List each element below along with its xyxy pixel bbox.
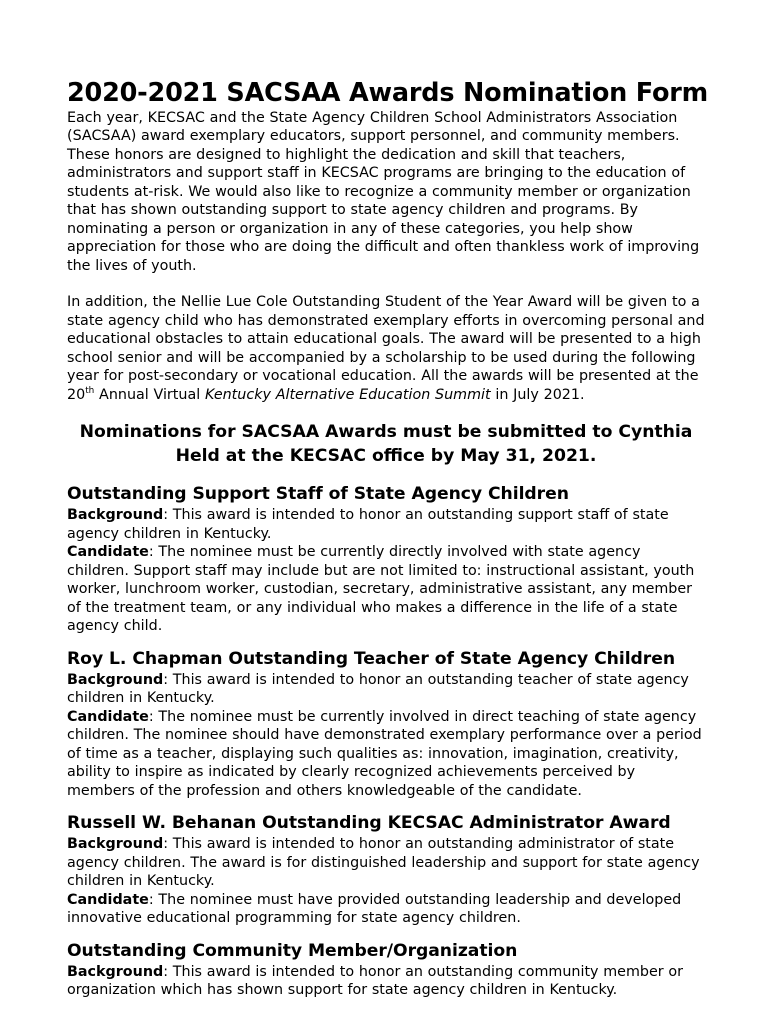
second-paragraph-part2: Annual Virtual	[94, 386, 205, 403]
award-spacer	[67, 800, 705, 813]
candidate-label: Candidate	[67, 544, 149, 561]
candidate-text: : The nominee must be currently directly involved with state agency children. Support staff may include but are not limited to: instructional assistant, youth worker, lunchroom worker, custodian, secretary, administrative assistant, any member of the treatment team, or any individual who makes a difference in the life of a state agency child.	[67, 544, 695, 635]
intro-paragraph: Each year, KECSAC and the State Agency Children School Administrators Association (SACSAA) award exemplary educators, support personnel, and community members. These honors are designed to highlight the dedication and skill that teachers, administrators and support staff in KECSAC programs are bringing to the education of students at-risk. We would also like to recognize a community member or organization that has shown outstanding support to state agency children and programs. By nominating a person or organization in any of these categories, you help show appreciation for those who are doing the difficult and often thankless work of improving the lives of youth.	[67, 109, 700, 274]
background-label: Background	[67, 671, 164, 688]
award-heading: Outstanding Community Member/Organization	[67, 940, 518, 961]
award-background	[67, 671, 705, 708]
callout-spacer-top	[67, 404, 705, 420]
candidate-text: : The nominee must have provided outstanding leadership and developed innovative educational programming for state agency children.	[67, 891, 682, 927]
award-section-community-member	[67, 941, 705, 1000]
award-candidate	[67, 891, 705, 928]
award-heading: Outstanding Support Staff of State Agency Children	[67, 484, 569, 505]
award-background	[67, 835, 705, 891]
second-paragraph-part3: in July 2021.	[490, 386, 585, 403]
page-title: 2020-2021 SACSAA Awards Nomination Form	[67, 78, 709, 108]
background-label: Background	[67, 507, 164, 524]
background-label: Background	[67, 963, 164, 980]
award-background	[67, 963, 705, 1000]
background-text: : This award is intended to honor an outstanding community member or organization which has shown support for state agency children in Kentucky.	[67, 963, 684, 999]
award-section-teacher	[67, 649, 705, 801]
summit-title: Kentucky Alternative Education Summit	[204, 386, 491, 403]
award-background	[67, 506, 705, 543]
second-paragraph	[67, 293, 705, 404]
background-text: : This award is intended to honor an outstanding support staff of state agency children in Kentucky.	[67, 507, 669, 542]
award-section-support-staff	[67, 484, 705, 636]
second-paragraph-part1: In addition, the Nellie Lue Cole Outstanding Student of the Year Award will be given to a state agency child who has demonstrated exemplary efforts in overcoming personal and educational obstacles to attain educational goals. The award will be presented to a high school senior and will be accompanied by a scholarship to be used during the following year for post-secondary or vocational education. All the awards will be presented at the	[67, 294, 705, 385]
award-heading: Russell W. Behanan Outstanding KECSAC Administrator Award	[67, 813, 671, 834]
ordinal-number: 20	[67, 386, 86, 403]
background-label: Background	[67, 836, 164, 853]
award-candidate	[67, 708, 705, 801]
paragraph-spacer	[67, 275, 705, 293]
background-text: : This award is intended to honor an outstanding administrator of state agency children. The award is for distinguished leadership and support for state agency children in Kentucky.	[67, 836, 700, 890]
award-heading: Roy L. Chapman Outstanding Teacher of State Agency Children	[67, 648, 676, 669]
candidate-label: Candidate	[67, 891, 149, 908]
award-spacer	[67, 928, 705, 941]
candidate-text: : The nominee must be currently involved in direct teaching of state agency children. The nominee should have demonstrated exemplary performance over a period of time as a teacher, displaying such qualities as: innovation, imagination, creativity, ability to inspire as indicated by clearly recognized achievements perceived by members of the profession and others knowledgeable of the candidate.	[67, 708, 702, 799]
award-candidate	[67, 543, 705, 636]
callout-spacer-bottom	[67, 468, 705, 484]
ordinal-suffix: th	[85, 385, 95, 396]
candidate-label: Candidate	[67, 708, 149, 725]
award-spacer	[67, 636, 705, 649]
submission-notice: Nominations for SACSAA Awards must be submitted to Cynthia Held at the KECSAC office by May 31, 2021.	[79, 422, 693, 467]
background-text: : This award is intended to honor an outstanding teacher of state agency children in Kentucky.	[67, 671, 689, 707]
award-section-administrator	[67, 813, 705, 928]
